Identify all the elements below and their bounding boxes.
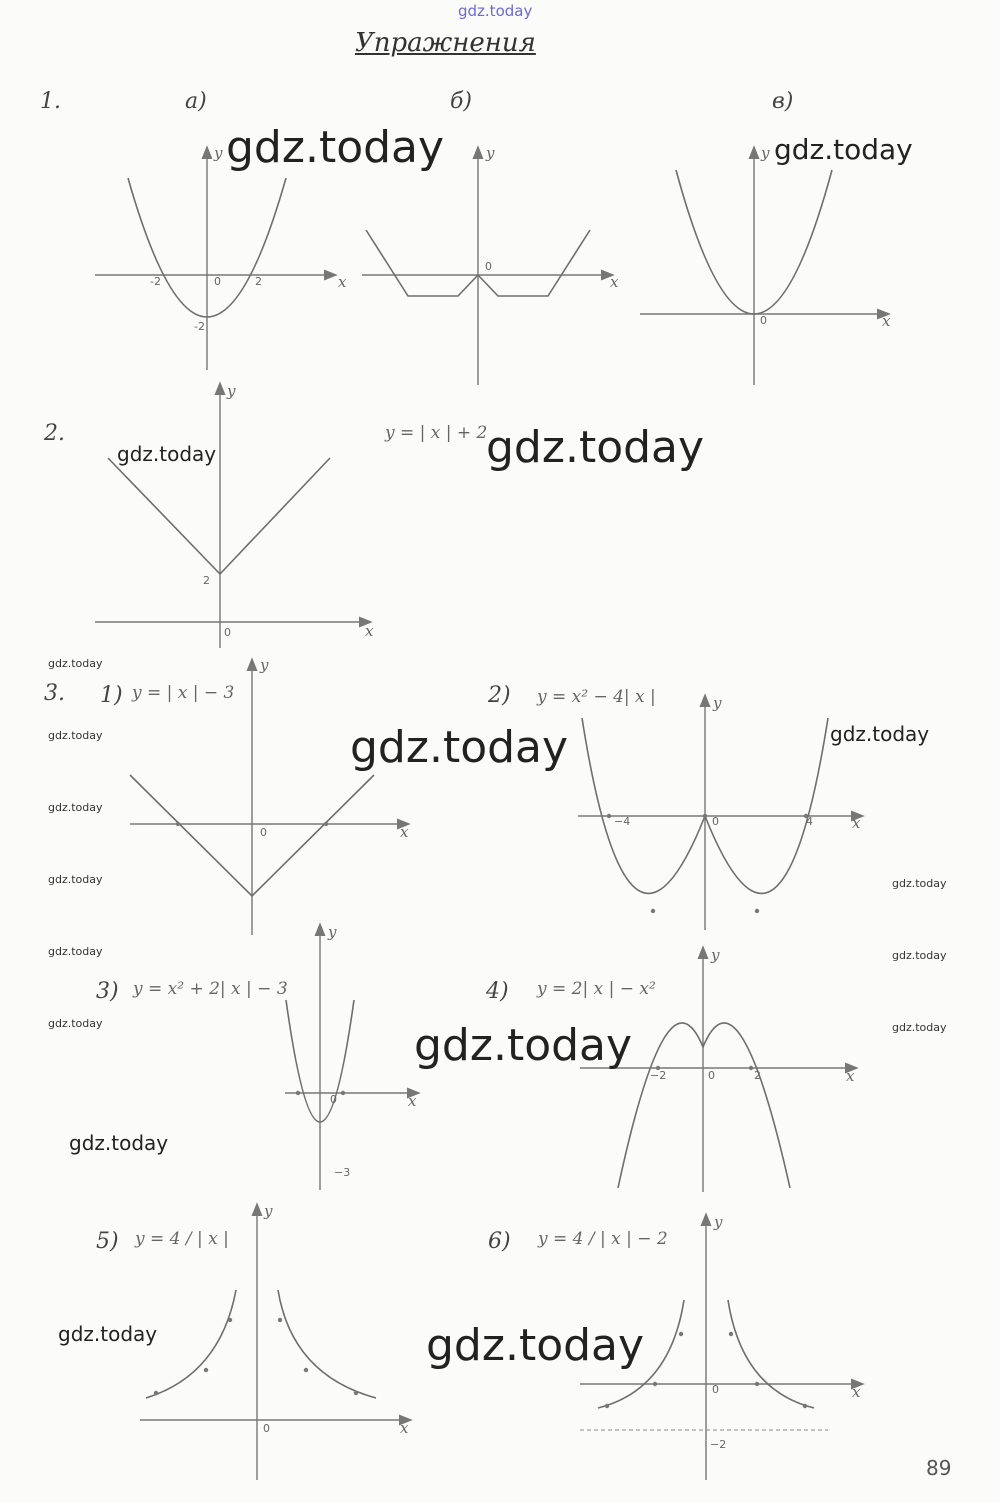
watermark: gdz.today xyxy=(414,1020,633,1071)
watermark: gdz.today xyxy=(892,877,947,890)
graph-1c-y-label: y xyxy=(761,144,770,162)
graph-3-6-y-label: y xyxy=(714,1213,723,1231)
graph-3-2-y-label: y xyxy=(713,694,722,712)
watermark: gdz.today xyxy=(69,1131,169,1155)
graph-3-4-point-2 xyxy=(749,1066,753,1070)
graph-3-3-y-label: y xyxy=(328,923,337,941)
graph-1b xyxy=(362,144,619,385)
graph-3-5-y-label: y xyxy=(264,1202,273,1220)
graph-1a-tick-2: 2 xyxy=(255,275,262,288)
graph-2-tick-0: 0 xyxy=(224,626,231,639)
exercise-3-2-label: 2) xyxy=(488,683,511,708)
graph-3-1-x-label: x xyxy=(400,823,409,841)
graph-1a-tick-neg2: -2 xyxy=(150,275,161,288)
graph-1b-x-label: x xyxy=(610,273,619,291)
graph-1b-y-label: y xyxy=(486,144,495,162)
exercise-3-1-label: 1) xyxy=(100,683,123,708)
graph-3-4-y-label: y xyxy=(711,946,720,964)
graph-1a-tick-y-neg2: -2 xyxy=(194,320,205,333)
watermark: gdz.today xyxy=(117,442,217,466)
graph-2-curve xyxy=(108,458,330,574)
graph-3-2-tick-neg4: −4 xyxy=(614,815,631,828)
graph-3-5-point-5 xyxy=(304,1368,308,1372)
graph-1a xyxy=(95,144,347,370)
watermark: gdz.today xyxy=(48,1017,103,1030)
graph-3-5-tick-0: 0 xyxy=(263,1422,270,1435)
graph-1c xyxy=(640,144,891,385)
graph-3-2 xyxy=(578,694,862,930)
exercise-3-5-label: 5) xyxy=(96,1229,119,1254)
watermark: gdz.today xyxy=(426,1320,645,1371)
graph-3-5-point-6 xyxy=(354,1391,358,1395)
graph-1a-tick-0: 0 xyxy=(214,275,221,288)
graph-3-6-point-3 xyxy=(679,1332,683,1336)
graph-3-6-point-5 xyxy=(755,1382,759,1386)
graph-3-5-curve-left xyxy=(146,1290,236,1398)
exercise-1-number: 1. xyxy=(40,89,61,114)
graph-3-5-point-1 xyxy=(154,1391,158,1395)
watermark: gdz.today xyxy=(830,722,930,746)
graph-1c-x-label: x xyxy=(882,312,891,330)
graph-3-6-point-1 xyxy=(605,1404,609,1408)
exercise-3-4-label: 4) xyxy=(486,979,509,1004)
graph-3-1-y-label: y xyxy=(260,656,269,674)
watermark: gdz.today xyxy=(48,801,103,814)
graph-3-6-curve-right xyxy=(728,1300,814,1408)
graph-3-3-point-left xyxy=(296,1091,300,1095)
graph-3-2-x-label: x xyxy=(852,814,861,832)
graph-3-5-curve-right xyxy=(278,1290,376,1398)
exercise-1-part-c: в) xyxy=(772,89,794,114)
watermark: gdz.today xyxy=(48,657,103,670)
exercise-3-2-formula: y = x² − 4| x | xyxy=(537,687,656,707)
graph-3-4-x-label: x xyxy=(846,1067,855,1085)
graph-3-2-vertex-left xyxy=(651,909,655,913)
graph-3-1-tick-0: 0 xyxy=(260,826,267,839)
graph-2-tick-2: 2 xyxy=(203,574,210,587)
graph-1a-x-label: x xyxy=(338,273,347,291)
watermark: gdz.today xyxy=(350,722,569,773)
graph-3-6-point-6 xyxy=(803,1404,807,1408)
graph-1c-tick-0: 0 xyxy=(760,314,767,327)
graph-3-6-point-4 xyxy=(729,1332,733,1336)
graph-2 xyxy=(95,382,374,648)
graph-3-5-point-3 xyxy=(228,1318,232,1322)
exercise-3-6-label: 6) xyxy=(488,1229,511,1254)
exercise-3-6-formula: y = 4 / | x | − 2 xyxy=(538,1229,668,1249)
graph-3-4-tick-0: 0 xyxy=(708,1069,715,1082)
graph-3-3 xyxy=(285,923,418,1190)
watermark: gdz.today xyxy=(774,133,913,166)
exercise-3-3-formula: y = x² + 2| x | − 3 xyxy=(133,979,288,999)
exercise-3-3-label: 3) xyxy=(96,979,119,1004)
page-title: Упражнения xyxy=(355,28,536,58)
page-number: 89 xyxy=(926,1456,952,1480)
graph-3-5-point-2 xyxy=(204,1368,208,1372)
watermark: gdz.today xyxy=(58,1322,158,1346)
graph-3-1-point-right xyxy=(324,822,328,826)
graph-3-6-tick-neg2: −2 xyxy=(710,1438,727,1451)
exercise-1-part-a: а) xyxy=(185,89,207,114)
graph-3-2-point-0 xyxy=(703,814,707,818)
exercise-2-number: 2. xyxy=(44,421,65,446)
graph-3-6-tick-0: 0 xyxy=(712,1383,719,1396)
graph-3-4-curve xyxy=(618,1023,790,1188)
graph-3-2-tick-0: 0 xyxy=(712,815,719,828)
exercise-1-part-b: б) xyxy=(450,89,473,114)
graph-3-5-x-label: x xyxy=(400,1419,409,1437)
graph-3-3-tick-neg3: −3 xyxy=(334,1166,351,1179)
graph-3-1-point-left xyxy=(176,822,180,826)
exercise-3-1-formula: y = | x | − 3 xyxy=(132,683,235,703)
exercise-3-5-formula: y = 4 / | x | xyxy=(135,1229,229,1249)
graph-3-3-x-label: x xyxy=(408,1092,417,1110)
graph-3-3-tick-0: 0 xyxy=(330,1093,337,1106)
watermark: gdz.today xyxy=(892,1021,947,1034)
exercise-3-number: 3. xyxy=(44,681,65,706)
graph-3-2-vertex-right xyxy=(755,909,759,913)
graph-3-6-x-label: x xyxy=(852,1383,861,1401)
exercise-3-4-formula: y = 2| x | − x² xyxy=(537,979,656,999)
watermark: gdz.today xyxy=(48,873,103,886)
graph-3-2-point-neg4 xyxy=(607,814,611,818)
watermark: gdz.today xyxy=(226,122,445,173)
watermark: gdz.today xyxy=(486,422,705,473)
graph-2-y-label: y xyxy=(227,382,236,400)
watermark: gdz.today xyxy=(48,729,103,742)
graph-1b-tick-0: 0 xyxy=(485,260,492,273)
graph-3-6-point-2 xyxy=(653,1382,657,1386)
watermark: gdz.today xyxy=(892,949,947,962)
graph-3-4-tick-neg2: −2 xyxy=(650,1069,667,1082)
graph-1a-y-label: y xyxy=(214,144,223,162)
watermark: gdz.today xyxy=(48,945,103,958)
graph-3-2-tick-4: 4 xyxy=(806,815,813,828)
exercise-2-formula: y = | x | + 2 xyxy=(385,423,488,443)
graph-3-3-point-right xyxy=(341,1091,345,1095)
graph-3-5-point-4 xyxy=(278,1318,282,1322)
header-watermark: gdz.today xyxy=(458,2,533,20)
graph-2-x-label: x xyxy=(365,622,374,640)
graph-3-4-tick-2: 2 xyxy=(754,1069,761,1082)
